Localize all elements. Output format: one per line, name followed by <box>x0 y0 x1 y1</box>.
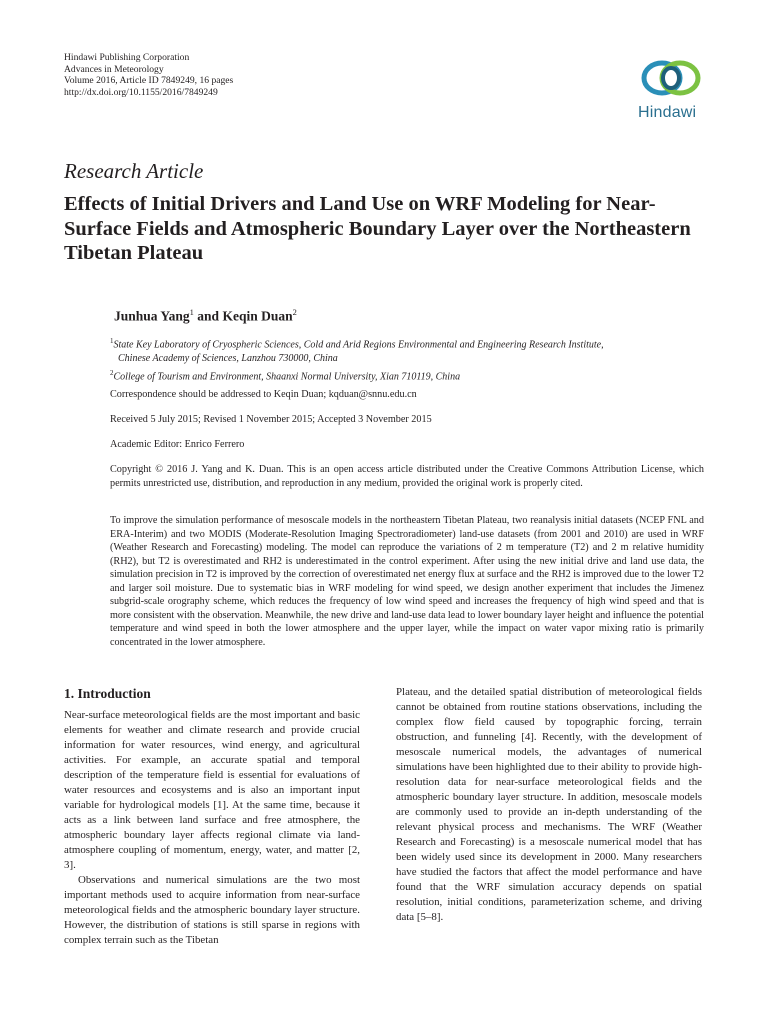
correspondence: Correspondence should be addressed to Keqin Duan; kqduan@snnu.edu.cn <box>110 389 417 400</box>
hindawi-logo[interactable] <box>632 56 712 126</box>
section-heading: 1. Introduction <box>64 686 151 701</box>
author-connector: and <box>193 308 223 324</box>
doi-link[interactable]: http://dx.doi.org/10.1155/2016/7849249 <box>64 86 218 98</box>
abstract: To improve the simulation performance of mesoscale models in the northeastern Tibetan Plateau, two reanalysis initial datasets (NCEP FNL and ERA-Interim) and two MODIS (Moderate-Resolution Imaging Spectroradiometer) land-use datasets (from 2001 and 2010) are used in WRF (Weather Research and Forecasting) modeling. The model can reproduce the variations of 2 m temperature (T2) and 2 m relative humidity (RH2), but T2 is overestimated and RH2 is underestimated in the control experiment. After using the new initial drive and land use data, the simulation precision in T2 is improved by the correction of overestimated net energy flux at surface and the RH2 is improved due to the lower T2 and larger soil moisture. Due to systematic bias in WRF modeling for wind speed, we design another experiment that includes the Jimenez subgrid-scale orography scheme, which reduces the frequency of low wind speed and increases the frequency of high wind speed and that is more consistent with the observation. Meanwhile, the new drive and land-use data lead to lower boundary layer height and influence the potential temperature and wind speed in both the lower atmosphere and the upper layer, while the impact on water vapor mixing ratio is primarily concentrated in the lower atmosphere. <box>110 515 704 648</box>
logo-text: Hindawi <box>638 104 697 121</box>
body-column-right <box>396 685 702 925</box>
body-column-left <box>64 708 360 948</box>
article-title: Effects of Initial Drivers and Land Use on WRF Modeling for Near-Surface Fields and Atmospheric Boundary Layer over the Northeastern Tibetan Plateau <box>64 193 691 264</box>
affiliation-1: $^1$State Key Laboratory of Cryospheric Sciences, Cold and Arid Regions Environmental and Engineering Research Institute, <box>110 337 604 351</box>
journal-name: Advances in Meteorology <box>64 63 164 75</box>
paragraph: Plateau, and the detailed spatial distribution of meteorological fields cannot be obtained from routine stations observations, including the complex flow field caused by topographic forcing, terrain obstruction, and funneling [4]. Recently, with the development of mesoscale numerical models, the advantages of numerical simulations have been highlighted due to their ability to provide high-resolution data for near-surface meteorological fields and the atmospheric boundary layer structure. In addition, mesoscale models are commonly used to provide an in-depth understanding of the relevant physical process and mechanisms. The WRF (Weather Research and Forecasting) is a mesoscale numerical model that has been widely used since its development in 2000. Many researchers have studied the factors that affect the model performance and have found that the WRF simulation accuracy depends on spatial resolution, initial conditions, parameterization scheme, and driving data [5–8]. <box>396 686 702 923</box>
journal-header <box>64 52 233 98</box>
copyright-notice: Copyright © 2016 J. Yang and K. Duan. This is an open access article distributed under the Creative Commons Attribution License, which permits unrestricted use, distribution, and reproduction in any medium, provided the original work is properly cited. <box>110 464 704 489</box>
author-name[interactable]: Keqin Duan <box>222 308 293 324</box>
author-list <box>114 307 297 325</box>
paragraph: Near-surface meteorological fields are the most important and basic elements for weather and climate research and provide crucial information for water resources, wind energy, and agricultural activities. For example, an accurate spatial and temporal description of the temperature field is essential for evaluations of water resources and ecosystems and is also an important input variable for hydrological models [1]. At the same time, because it acts as a link between land surface and free atmosphere, the atmospheric boundary layer affects regional climate via land-atmosphere coupling of momentum, energy, water, and matter [2, 3]. <box>64 709 360 871</box>
paragraph: Observations and numerical simulations are the two most important methods used to acquire information from near-surface meteorological fields and the atmospheric boundary layer structure. However, the distribution of stations is still sparse in regions with complex terrain such as the Tibetan <box>64 874 360 946</box>
volume-info: Volume 2016, Article ID 7849249, 16 pages <box>64 75 234 87</box>
author-affil-marker: 2 <box>292 307 297 317</box>
academic-editor: Academic Editor: Enrico Ferrero <box>110 439 245 450</box>
publisher-name: Hindawi Publishing Corporation <box>64 52 190 63</box>
affiliation-1-cont: Chinese Academy of Sciences, Lanzhou 730000, China <box>118 353 338 365</box>
received-dates: Received 5 July 2015; Revised 1 November 2015; Accepted 3 November 2015 <box>110 414 432 425</box>
article-type: Research Article <box>64 159 204 183</box>
author-affil-marker: 1 <box>189 307 194 317</box>
author-name[interactable]: Junhua Yang <box>114 308 190 324</box>
affiliation-2: $^2$College of Tourism and Environment, Shaanxi Normal University, Xian 710119, China <box>110 369 461 383</box>
hindawi-logo-icon <box>632 56 712 106</box>
affiliations <box>110 334 710 385</box>
